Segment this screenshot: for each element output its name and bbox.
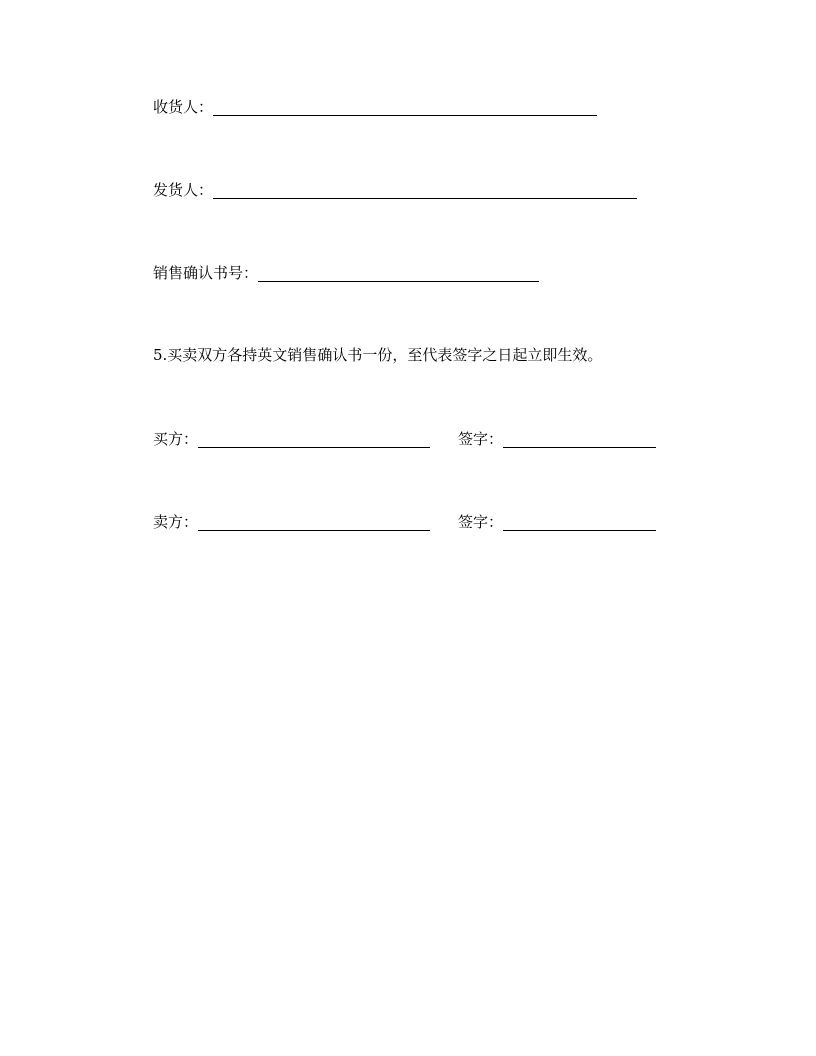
buyer-signature-label: 签字： (458, 430, 504, 448)
buyer-label: 买方： (153, 430, 199, 448)
seller-label: 卖方： (153, 513, 199, 531)
buyer-blank-line[interactable] (198, 446, 430, 448)
buyer-row (153, 426, 430, 450)
confirmation-no-blank-line[interactable] (258, 280, 539, 282)
clause-5-text: 5.买卖双方各持英文销售确认书一份，至代表签字之日起立即生效。 (153, 346, 603, 364)
shipper-label: 发货人： (153, 181, 214, 199)
confirmation-no-row (153, 260, 539, 284)
seller-signature-label: 签字： (458, 513, 504, 531)
seller-row (153, 509, 430, 533)
shipper-blank-line[interactable] (213, 197, 637, 199)
confirmation-no-label: 销售确认书号： (153, 264, 259, 282)
consignee-row (153, 94, 597, 118)
seller-blank-line[interactable] (198, 529, 430, 531)
consignee-blank-line[interactable] (213, 114, 597, 116)
shipper-row (153, 177, 637, 201)
consignee-label: 收货人： (153, 98, 214, 116)
seller-signature-blank-line[interactable] (503, 529, 656, 531)
seller-signature-row (458, 509, 656, 533)
buyer-signature-blank-line[interactable] (503, 446, 656, 448)
buyer-signature-row (458, 426, 656, 450)
